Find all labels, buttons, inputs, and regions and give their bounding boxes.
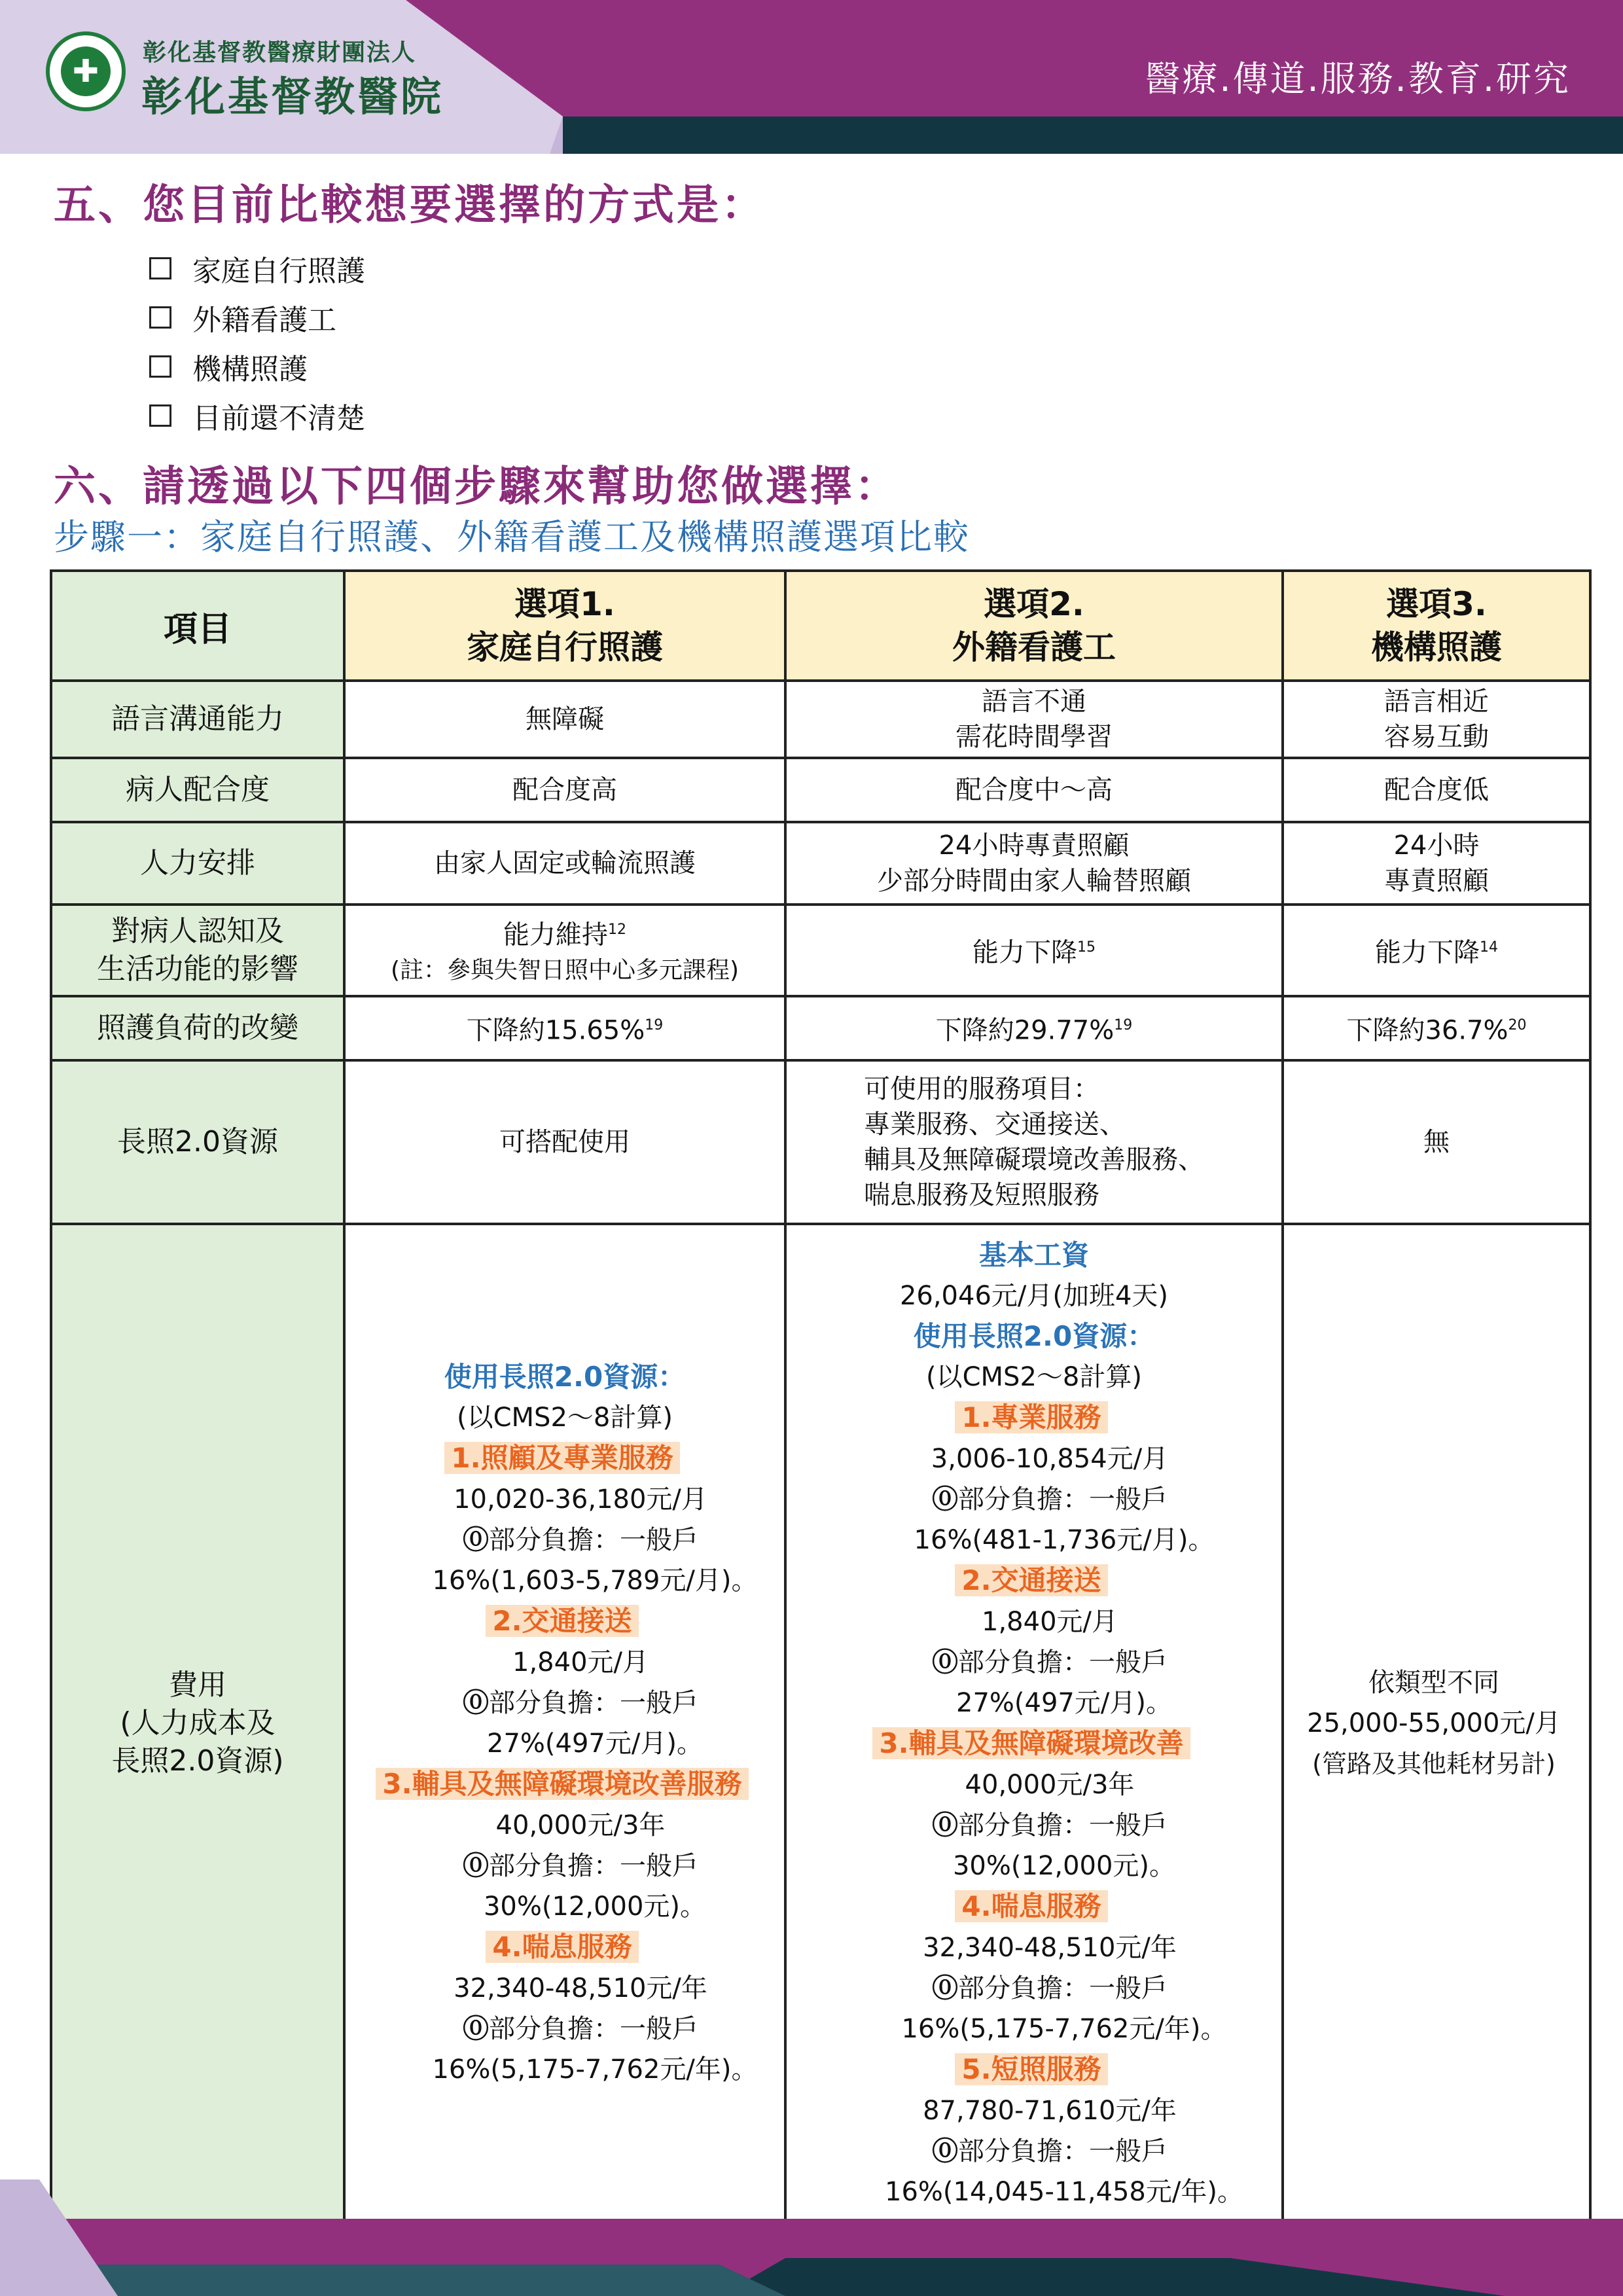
cell: 無障礙	[344, 681, 785, 758]
service-tag: 3.輔具及無障礙環境改善	[872, 1727, 1190, 1759]
cell: 配合度高	[344, 758, 785, 822]
cell: 可搭配使用	[344, 1060, 785, 1224]
header-option-2: 選項2. 外籍看護工	[785, 571, 1283, 681]
choice-options	[149, 243, 365, 440]
row-label-burden: 照護負荷的改變	[51, 996, 344, 1060]
cell: 下降約36.7%$^{20}$	[1283, 996, 1590, 1060]
table-row	[51, 822, 1590, 905]
table-row	[51, 905, 1590, 996]
service-tag: 1.專業服務	[955, 1401, 1107, 1433]
cell: 由家人固定或輪流照護	[344, 822, 785, 905]
row-label-ltc: 長照2.0資源	[51, 1060, 344, 1224]
bullet-icon: ⓪	[463, 1688, 489, 1718]
hospital-slogan: 醫療.傳道.服務.教育.研究	[1145, 58, 1571, 99]
service-tag: 4.喘息服務	[955, 1890, 1107, 1922]
service-tag: 2.交通接送	[955, 1564, 1107, 1596]
option-foreign-caregiver[interactable]: 外籍看護工	[149, 293, 365, 342]
cell: 能力下降$^{14}$	[1283, 905, 1590, 996]
cell: 能力下降$^{15}$	[785, 905, 1283, 996]
row-label-cognition: 對病人認知及 生活功能的影響	[51, 905, 344, 996]
cell: 語言相近 容易互動	[1283, 681, 1590, 758]
bullet-icon: ⓪	[932, 1484, 958, 1515]
checkbox[interactable]	[149, 306, 171, 329]
cell: 配合度中～高	[785, 758, 1283, 822]
section-6-title: 六、請透過以下四個步驟來幫助您做選擇：	[54, 463, 899, 511]
row-label-cooperation: 病人配合度	[51, 758, 344, 822]
bullet-icon: ⓪	[932, 1647, 958, 1677]
bullet-icon: ⓪	[463, 1851, 489, 1881]
header-option-3: 選項3. 機構照護	[1283, 571, 1590, 681]
comparison-table	[50, 569, 1592, 2224]
service-tag: 4.喘息服務	[486, 1931, 638, 1963]
checkbox[interactable]	[149, 257, 171, 279]
org-subtitle: 彰化基督教醫療財團法人	[143, 39, 417, 66]
option-institution-care[interactable]: 機構照護	[149, 342, 365, 391]
service-tag: 5.短照服務	[955, 2053, 1107, 2085]
row-label-cost: 費用 (人力成本及 長照2.0資源)	[51, 1224, 344, 2223]
cell: 無	[1283, 1060, 1590, 1224]
table-row	[51, 996, 1590, 1060]
option-not-sure[interactable]: 目前還不清楚	[149, 391, 365, 440]
header-option-1: 選項1. 家庭自行照護	[344, 571, 785, 681]
checkbox[interactable]	[149, 404, 171, 427]
cell: 24小時 專責照顧	[1283, 822, 1590, 905]
header-item: 項目	[51, 571, 344, 681]
bullet-icon: ⓪	[932, 1810, 958, 1840]
service-tag: 1.照顧及專業服務	[444, 1442, 679, 1474]
cell: 語言不通 需花時間學習	[785, 681, 1283, 758]
cost-option-1: 使用長照2.0資源： (以CMS2～8計算) 1.照顧及專業服務 10,020-36,180元/月 ⓪部分負擔：一般戶 16%(1,603-5,789元/月)。 2.交通接送 1,840元/月 ⓪部分負擔：一般戶 27%(497元/月)。 3.輔具及無障礙環境改善服務 40,000元/3年 ⓪部分負擔：一般戶 30%(12,000元)。 4.喘息服務 32,340-48,510元/年 ⓪部分負擔：一般戶 16%(5,175-7,762元/年)。	[344, 1224, 785, 2223]
table-row	[51, 758, 1590, 822]
cell: 下降約15.65%$^{19}$	[344, 996, 785, 1060]
bullet-icon: ⓪	[463, 1525, 489, 1555]
table-header-row	[51, 571, 1590, 681]
row-label-manpower: 人力安排	[51, 822, 344, 905]
bullet-icon: ⓪	[463, 2014, 489, 2044]
hospital-logo-icon: ✚	[46, 31, 126, 111]
bullet-icon: ⓪	[932, 1973, 958, 2003]
cell: 能力維持$^{12}$ (註：參與失智日照中心多元課程)	[344, 905, 785, 996]
cell: 下降約29.77%$^{19}$	[785, 996, 1283, 1060]
cell: 配合度低	[1283, 758, 1590, 822]
service-tag: 3.輔具及無障礙環境改善服務	[376, 1768, 748, 1800]
cost-option-2: 基本工資 26,046元/月(加班4天) 使用長照2.0資源： (以CMS2～8計算) 1.專業服務 3,006-10,854元/月 ⓪部分負擔：一般戶 16%(481-1,736元/月)。 2.交通接送 1,840元/月 ⓪部分負擔：一般戶 27%(497元/月)。 3.輔具及無障礙環境改善 40,000元/3年 ⓪部分負擔：一般戶 30%(12,000元)。 4.喘息服務 32,340-48,510元/年 ⓪部分負擔：一般戶 16%(5,175-7,762元/年)。 5.短照服務 87,780-71,610元/年 ⓪部分負擔：一般戶 16%(14,045-11,458元/年)。	[785, 1224, 1283, 2223]
bullet-icon: ⓪	[932, 2136, 958, 2166]
table-row	[51, 1060, 1590, 1224]
table-row	[51, 681, 1590, 758]
section-5-title: 五、您目前比較想要選擇的方式是：	[54, 181, 766, 230]
cell: 可使用的服務項目： 專業服務、交通接送、 輔具及無障礙環境改善服務、 喘息服務及短照服務	[785, 1060, 1283, 1224]
checkbox[interactable]	[149, 355, 171, 378]
step-1-title: 步驟一：家庭自行照護、外籍看護工及機構照護選項比較	[54, 516, 970, 558]
row-label-language: 語言溝通能力	[51, 681, 344, 758]
cell: 24小時專責照顧 少部分時間由家人輪替照顧	[785, 822, 1283, 905]
cost-option-3: 依類型不同 25,000-55,000元/月 (管路及其他耗材另計)	[1283, 1224, 1590, 2223]
org-name: 彰化基督教醫院	[141, 73, 444, 120]
table-row-cost	[51, 1224, 1590, 2223]
service-tag: 2.交通接送	[486, 1605, 638, 1637]
option-home-care[interactable]: 家庭自行照護	[149, 243, 365, 293]
